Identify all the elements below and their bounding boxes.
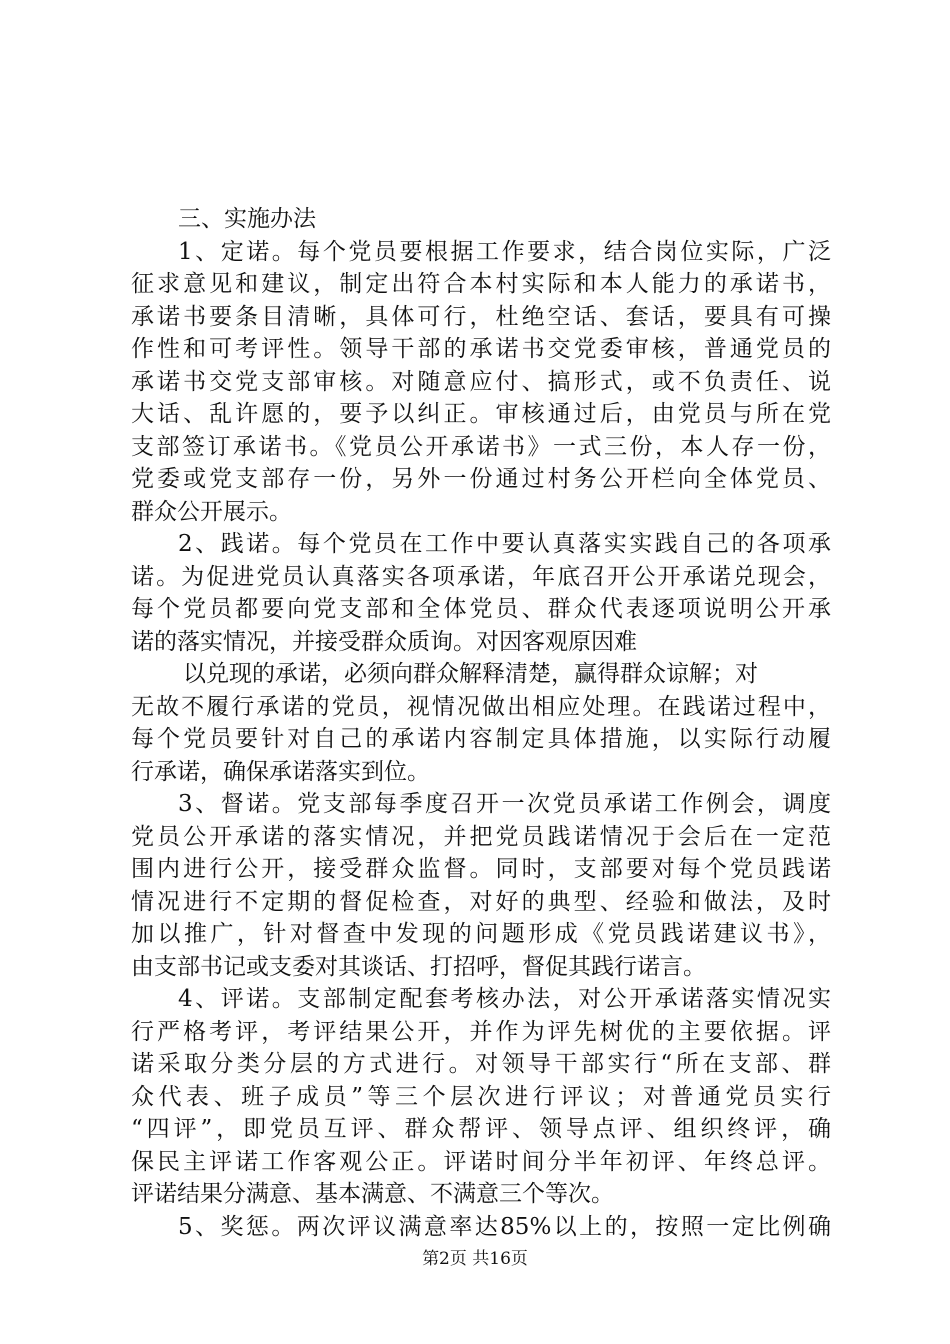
section-heading: 三、实施办法 bbox=[178, 206, 316, 232]
text-line: 4、评诺。支部制定配套考核办法，对公开承诺落实情况实 bbox=[178, 986, 831, 1012]
text-line: 群众公开展示。 bbox=[131, 498, 292, 525]
text-line: 行严格考评，考评结果公开，并作为评先树优的主要依据。评 bbox=[131, 1018, 831, 1045]
text-line: 无故不履行承诺的党员，视情况做出相应处理。在践诺过程中， bbox=[131, 693, 831, 720]
text-line: 围内进行公开，接受群众监督。同时，支部要对每个党员践诺 bbox=[131, 856, 831, 882]
paragraph-lines bbox=[131, 236, 831, 1244]
text-line: 5、奖惩。两次评议满意率达85%以上的，按照一定比例确 bbox=[178, 1213, 831, 1240]
text-line: 诺。为促进党员认真落实各项承诺，年底召开公开承诺兑现会， bbox=[131, 563, 831, 590]
text-line: 大话、乱许愿的，要予以纠正。审核通过后，由党员与所在党 bbox=[131, 401, 831, 427]
text-line: “四评”，即党员互评、群众帮评、领导点评、组织终评，确 bbox=[131, 1116, 831, 1142]
text-line: 征求意见和建议，制定出符合本村实际和本人能力的承诺书， bbox=[131, 271, 831, 297]
text-line: 2、践诺。每个党员在工作中要认真落实实践自己的各项承 bbox=[178, 531, 831, 557]
text-line: 评诺结果分满意、基本满意、不满意三个等次。 bbox=[131, 1181, 614, 1207]
text-line: 党委或党支部存一份，另外一份通过村务公开栏向全体党员、 bbox=[131, 466, 831, 492]
text-line: 每个党员都要向党支部和全体党员、群众代表逐项说明公开承 bbox=[131, 596, 831, 622]
text-line: 以兑现的承诺，必须向群众解释清楚，赢得群众谅解；对 bbox=[183, 661, 758, 687]
text-line: 承诺书交党支部审核。对随意应付、搞形式，或不负责任、说 bbox=[131, 368, 831, 395]
text-line: 加以推广，针对督查中发现的问题形成《党员践诺建议书》， bbox=[131, 921, 831, 947]
text-line: 诺采取分类分层的方式进行。对领导干部实行“所在支部、群 bbox=[131, 1051, 831, 1077]
text-line: 情况进行不定期的督促检查，对好的典型、经验和做法，及时 bbox=[131, 888, 831, 915]
text-line: 每个党员要针对自己的承诺内容制定具体措施，以实际行动履 bbox=[131, 726, 831, 752]
text-line: 众代表、班子成员”等三个层次进行评议；对普通党员实行 bbox=[131, 1083, 831, 1110]
text-line: 3、督诺。党支部每季度召开一次党员承诺工作例会，调度 bbox=[178, 791, 831, 817]
text-line: 1、定诺。每个党员要根据工作要求，结合岗位实际，广泛 bbox=[178, 238, 831, 265]
text-line: 作性和可考评性。领导干部的承诺书交党委审核，普通党员的 bbox=[131, 336, 831, 362]
text-line: 诺的落实情况，并接受群众质询。对因客观原因难 bbox=[131, 628, 637, 655]
text-line: 党员公开承诺的落实情况，并把党员践诺情况于会后在一定范 bbox=[131, 823, 831, 850]
text-line: 行承诺，确保承诺落实到位。 bbox=[131, 758, 430, 785]
page-footer: 第2页 共16页 bbox=[422, 1249, 528, 1269]
document-body bbox=[131, 203, 831, 1243]
text-line: 由支部书记或支委对其谈话、打招呼，督促其践行诺言。 bbox=[131, 953, 706, 980]
text-line: 承诺书要条目清晰，具体可行，杜绝空话、套话，要具有可操 bbox=[131, 303, 831, 330]
text-line: 保民主评诺工作客观公正。评诺时间分半年初评、年终总评。 bbox=[131, 1148, 831, 1175]
text-line: 支部签订承诺书。《党员公开承诺书》一式三份，本人存一份， bbox=[131, 433, 831, 460]
